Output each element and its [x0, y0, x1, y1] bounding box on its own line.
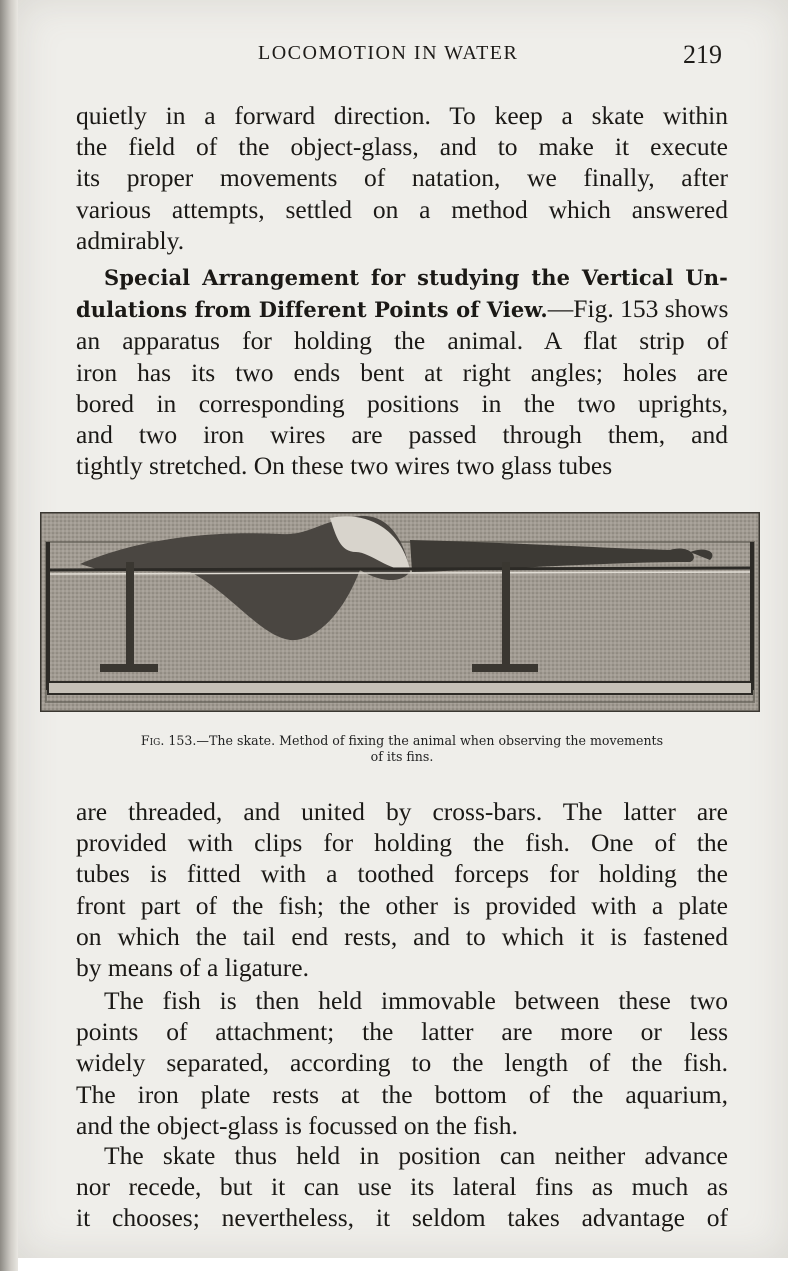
- text-line: The skate thus held in position can neither advance: [104, 1141, 728, 1170]
- paragraph-1: [76, 100, 728, 256]
- paragraph-5: [76, 1140, 728, 1234]
- text-line: admirably.: [76, 225, 185, 255]
- text-line: it chooses; nevertheless, it seldom takes advantage of: [76, 1203, 728, 1233]
- text-line: tubes is fitted with a toothed forceps for holding the: [76, 859, 728, 889]
- text-line: an apparatus for holding the animal. A flat strip of: [76, 326, 728, 356]
- text-line: points of attachment; the latter are more or less: [76, 1017, 728, 1047]
- section-heading-cont: dulations from Different Points of View.: [76, 297, 548, 323]
- book-spine-shadow: [0, 0, 18, 1271]
- text-line: the field of the object-glass, and to make it execute: [76, 132, 728, 162]
- caption-text-cont: of its fins.: [370, 749, 434, 764]
- paragraph-2: [76, 262, 728, 481]
- text-line: various attempts, settled on a method which answered: [76, 194, 728, 224]
- text-line: tightly stretched. On these two wires two glass tubes: [76, 451, 613, 481]
- text-line: and the object-glass is focussed on the fish.: [76, 1110, 518, 1140]
- text-line: front part of the fish; the other is provided with a plate: [76, 890, 728, 920]
- figure-caption: [72, 733, 732, 765]
- paragraph-3: [76, 796, 728, 983]
- text-line: quietly in a forward direction. To keep a skate within: [76, 101, 728, 130]
- figure-label: Fig. 153.: [140, 733, 197, 748]
- text-line: are threaded, and united by cross-bars. The latter are: [76, 797, 728, 826]
- running-head: LOCOMOTION IN WATER: [258, 42, 519, 64]
- text-line: by means of a ligature.: [76, 953, 309, 983]
- page-number: 219: [683, 40, 722, 69]
- figure-skate-apparatus: [40, 512, 760, 712]
- text-line: The fish is then held immovable between these two: [104, 986, 728, 1015]
- text-line: [76, 293, 728, 325]
- caption-text: —The skate. Method of fixing the animal when observing the movements: [196, 733, 664, 748]
- text-line: iron has its two ends bent at right angles; holes are: [76, 357, 728, 387]
- text-line: bored in corresponding positions in the two uprights,: [76, 388, 728, 418]
- text-line: widely separated, according to the length of the fish.: [76, 1048, 728, 1078]
- text-fragment: —Fig. 153 shows: [547, 294, 729, 324]
- text-line: nor recede, but it can use its lateral fins as much as: [76, 1172, 728, 1202]
- text-line: its proper movements of natation, we finally, after: [76, 163, 728, 193]
- text-line: on which the tail end rests, and to which it is fastened: [76, 921, 728, 951]
- text-line: provided with clips for holding the fish. One of the: [76, 828, 728, 858]
- text-line: and two iron wires are passed through them, and: [76, 420, 728, 450]
- skate-apparatus-illustration: [40, 512, 760, 712]
- section-heading: Special Arrangement for studying the Vertical Un-: [104, 265, 728, 290]
- text-line: The iron plate rests at the bottom of the aquarium,: [76, 1079, 728, 1109]
- paragraph-4: [76, 985, 728, 1141]
